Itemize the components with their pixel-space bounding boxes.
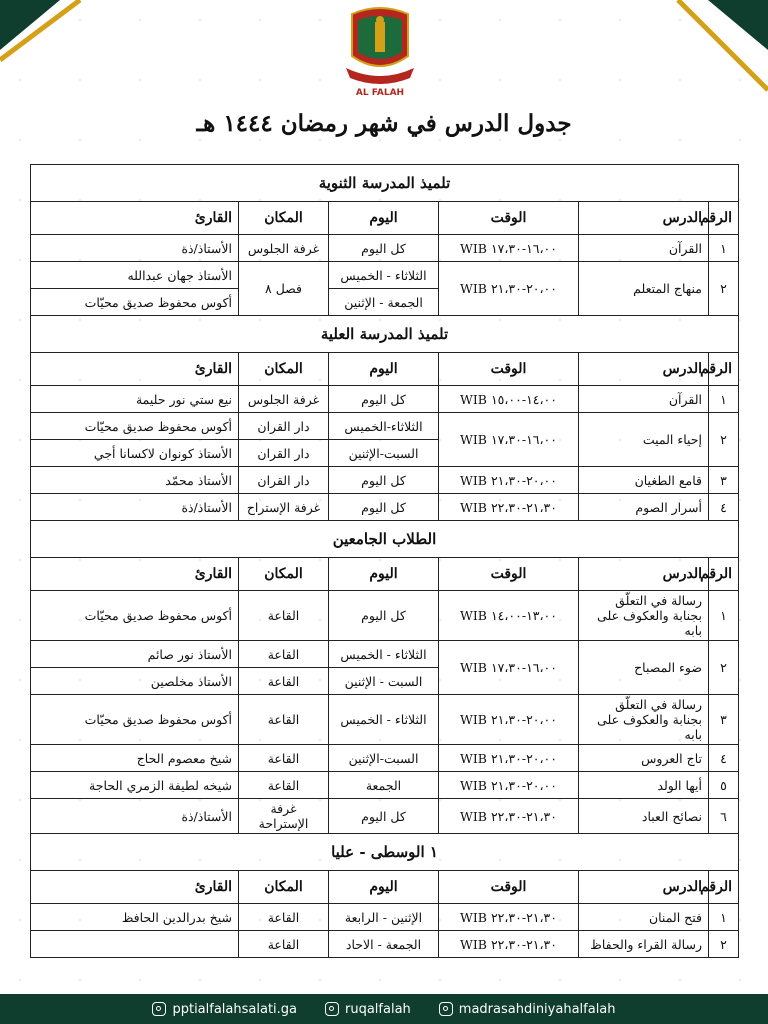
section-title: ١ الوسطى - عليا [31,834,739,871]
cell-num: ٢ [709,262,739,316]
table-row [31,931,739,958]
cell-lesson: قامع الطغيان [579,467,709,494]
decorative-corner-left [0,0,120,120]
cell-place: دار القران [239,413,329,440]
cell-day: الإثنين - الرابعة [329,904,439,931]
table-header-row [31,353,739,386]
logo-text: AL FALAH [355,88,405,98]
cell-day: كل اليوم [329,591,439,641]
header-day: اليوم [329,202,439,235]
header-reader: القارئ [31,871,239,904]
cell-place: غرفة الإستراحة [239,799,329,834]
cell-time: ١٣،٠٠-١٤،٠٠ WIB [439,591,579,641]
footer-social-link[interactable] [439,1002,616,1017]
cell-day: السبت-الإثنين [329,745,439,772]
cell-num: ٢ [709,413,739,467]
cell-num: ٥ [709,772,739,799]
section-title-row [31,316,739,353]
cell-num: ٢ [709,641,739,695]
cell-reader: شيخه لطيفة الزمري الحاجة [31,772,239,799]
header-place: المكان [239,202,329,235]
footer-handle: pptialfalahsalati.ga [172,1001,297,1017]
cell-num: ٢ [709,931,739,958]
header-time: الوقت [439,558,579,591]
cell-lesson: تاج العروس [579,745,709,772]
cell-lesson: ضوء المصباح [579,641,709,695]
cell-lesson: إحياء الميت [579,413,709,467]
cell-place: القاعة [239,591,329,641]
cell-day: الثلاثاء - الخميس [329,695,439,745]
cell-place: دار القران [239,467,329,494]
cell-place: غرفة الإستراح [239,494,329,521]
header-lesson: الدرس [579,353,709,386]
cell-place: القاعة [239,772,329,799]
cell-num: ٦ [709,799,739,834]
header-reader: القارئ [31,353,239,386]
cell-day: كل اليوم [329,494,439,521]
cell-lesson: رسالة القراء والحفاظ [579,931,709,958]
al-falah-logo [344,6,416,98]
table-row [31,641,739,668]
cell-lesson: رسالة في التعلّق بجنابة والعكوف على بابه [579,591,709,641]
cell-day: الجمعة - الاحاد [329,931,439,958]
cell-time: ٢٠،٠٠-٢١،٣٠ WIB [439,772,579,799]
cell-reader: الأستاذ/ذة [31,235,239,262]
table-row [31,235,739,262]
cell-reader: الأستاذ محمّد [31,467,239,494]
header-reader: القارئ [31,202,239,235]
table-row [31,904,739,931]
cell-place: القاعة [239,931,329,958]
table-row [31,591,739,641]
cell-reader: الأستاذ مخلصين [31,668,239,695]
header-reader: القارئ [31,558,239,591]
cell-day: كل اليوم [329,799,439,834]
cell-lesson: أسرار الصوم [579,494,709,521]
cell-num: ١ [709,235,739,262]
cell-reader: شيخ بدرالدين الحافظ [31,904,239,931]
instagram-icon [439,1002,453,1016]
cell-time: ٢٠،٠٠-٢١،٣٠ WIB [439,745,579,772]
footer-handle: madrasahdiniyahalfalah [458,1001,616,1017]
section-title: تلميذ المدرسة العلية [31,316,739,353]
cell-place: دار القران [239,440,329,467]
header-time: الوقت [439,202,579,235]
footer-handle: ruqalfalah [345,1001,411,1017]
cell-reader: نيع ستي نور حليمة [31,386,239,413]
table-row [31,386,739,413]
section-title: الطلاب الجامعين [31,521,739,558]
header-day: اليوم [329,871,439,904]
table-header-row [31,871,739,904]
table-row [31,494,739,521]
cell-time: ١٦،٠٠-١٧،٣٠ WIB [439,641,579,695]
cell-time: ٢٠،٠٠-٢١،٣٠ WIB [439,467,579,494]
section-title-row [31,165,739,202]
cell-lesson: أيها الولد [579,772,709,799]
cell-place: القاعة [239,641,329,668]
header-num: الرقم [709,558,739,591]
cell-place: القاعة [239,668,329,695]
cell-lesson: القرآن [579,235,709,262]
cell-num: ١ [709,591,739,641]
cell-time: ٢١،٣٠-٢٢،٣٠ WIB [439,494,579,521]
header-num: الرقم [709,353,739,386]
cell-reader: أكوس محفوظ صديق محيّات [31,695,239,745]
table-row [31,262,739,289]
cell-time: ٢٠،٠٠-٢١،٣٠ WIB [439,262,579,316]
header-place: المكان [239,558,329,591]
cell-lesson: القرآن [579,386,709,413]
cell-num: ١ [709,386,739,413]
cell-day: الثلاثاء - الخميس [329,262,439,289]
cell-day: الثلاثاء-الخميس [329,413,439,440]
cell-time: ٢١،٣٠-٢٢،٣٠ WIB [439,931,579,958]
table-row [31,745,739,772]
cell-day: كل اليوم [329,386,439,413]
cell-day: الجمعة - الإثنين [329,289,439,316]
cell-day: السبت-الإثنين [329,440,439,467]
cell-day: كل اليوم [329,235,439,262]
header-lesson: الدرس [579,871,709,904]
table-header-row [31,558,739,591]
cell-lesson: منهاج المتعلم [579,262,709,316]
cell-place: القاعة [239,695,329,745]
footer-social-link[interactable] [152,1002,297,1017]
instagram-icon [325,1002,339,1016]
footer-social-link[interactable] [325,1002,411,1017]
header-num: الرقم [709,202,739,235]
cell-place: فصل ٨ [239,262,329,316]
schedule-table-container [30,164,738,958]
instagram-icon [152,1002,166,1016]
cell-time: ٢١،٣٠-٢٢،٣٠ WIB [439,904,579,931]
section-title-row [31,521,739,558]
cell-lesson: فتح المنان [579,904,709,931]
table-row [31,772,739,799]
cell-num: ٣ [709,695,739,745]
cell-reader [31,931,239,958]
header-day: اليوم [329,353,439,386]
header-place: المكان [239,353,329,386]
cell-time: ١٤،٠٠-١٥،٠٠ WIB [439,386,579,413]
table-row [31,799,739,834]
cell-num: ٣ [709,467,739,494]
cell-reader: أكوس محفوظ صديق محيّات [31,289,239,316]
table-row [31,413,739,440]
header-lesson: الدرس [579,558,709,591]
cell-time: ١٦،٠٠-١٧،٣٠ WIB [439,413,579,467]
cell-time: ٢٠،٠٠-٢١،٣٠ WIB [439,695,579,745]
cell-lesson: نصائح العباد [579,799,709,834]
cell-reader: الأستاذ كونوان لاكسانا أجي [31,440,239,467]
cell-num: ٤ [709,494,739,521]
table-row [31,467,739,494]
page-title: جدول الدرس في شهر رمضان ١٤٤٤ هـ [196,110,572,137]
cell-day: الثلاثاء - الخميس [329,641,439,668]
cell-reader: الأستاذ/ذة [31,494,239,521]
header-num: الرقم [709,871,739,904]
cell-reader: الأستاذ جهان عبدالله [31,262,239,289]
cell-lesson: رسالة في التعلّق بجنابة والعكوف على بابه [579,695,709,745]
section-title-row [31,834,739,871]
cell-place: القاعة [239,904,329,931]
cell-num: ١ [709,904,739,931]
cell-place: غرفة الجلوس [239,386,329,413]
cell-reader: الأستاذ/ذة [31,799,239,834]
section-title: تلميذ المدرسة الثنوية [31,165,739,202]
header-day: اليوم [329,558,439,591]
cell-reader: أكوس محفوظ صديق محيّات [31,591,239,641]
decorative-corner-right [648,0,768,120]
schedule-table [30,164,739,958]
cell-reader: الأستاذ نور صائم [31,641,239,668]
cell-place: القاعة [239,745,329,772]
cell-num: ٤ [709,745,739,772]
header-lesson: الدرس [579,202,709,235]
header-time: الوقت [439,353,579,386]
header-place: المكان [239,871,329,904]
footer-bar [0,994,768,1024]
cell-time: ٢١،٣٠-٢٢،٣٠ WIB [439,799,579,834]
cell-time: ١٦،٠٠-١٧،٣٠ WIB [439,235,579,262]
table-row [31,695,739,745]
cell-day: كل اليوم [329,467,439,494]
cell-place: غرفة الجلوس [239,235,329,262]
cell-day: السبت - الإثنين [329,668,439,695]
header-time: الوقت [439,871,579,904]
cell-reader: شيخ معصوم الحاج [31,745,239,772]
cell-reader: أكوس محفوظ صديق محيّات [31,413,239,440]
cell-day: الجمعة [329,772,439,799]
table-header-row [31,202,739,235]
